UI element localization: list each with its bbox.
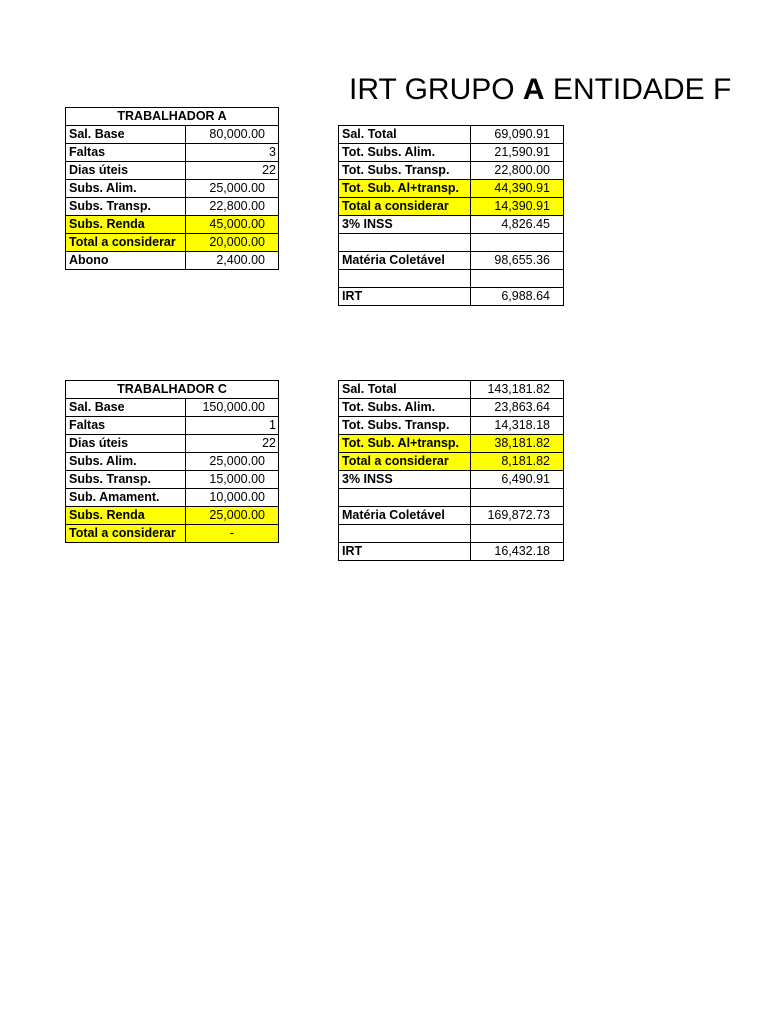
table-row xyxy=(339,525,564,543)
table-row xyxy=(339,216,564,234)
cell-label[interactable]: Total a considerar xyxy=(339,453,471,471)
cell-label[interactable]: Subs. Transp. xyxy=(66,198,186,216)
table-row xyxy=(66,471,279,489)
table-row xyxy=(339,435,564,453)
cell-label[interactable]: Subs. Renda xyxy=(66,507,186,525)
cell-label[interactable]: Faltas xyxy=(66,417,186,435)
cell-value[interactable]: 22 xyxy=(186,162,279,180)
cell-value[interactable]: 6,988.64 xyxy=(471,288,564,306)
cell-label[interactable]: Subs. Renda xyxy=(66,216,186,234)
cell-value[interactable]: 25,000.00 xyxy=(186,453,279,471)
table-row xyxy=(339,399,564,417)
table-row xyxy=(66,435,279,453)
table-row xyxy=(66,489,279,507)
table-row xyxy=(339,417,564,435)
table-row xyxy=(339,489,564,507)
cell-value[interactable]: 22,800.00 xyxy=(471,162,564,180)
cell-value[interactable]: 80,000.00 xyxy=(186,126,279,144)
cell-label[interactable]: Sub. Amament. xyxy=(66,489,186,507)
table-row xyxy=(66,507,279,525)
cell-label[interactable]: IRT xyxy=(339,543,471,561)
cell-value[interactable]: 14,318.18 xyxy=(471,417,564,435)
cell-value[interactable]: 15,000.00 xyxy=(186,471,279,489)
sheet-title xyxy=(349,70,732,110)
cell-value[interactable]: 169,872.73 xyxy=(471,507,564,525)
cell-value[interactable]: 16,432.18 xyxy=(471,543,564,561)
cell-value[interactable]: 25,000.00 xyxy=(186,507,279,525)
table-row xyxy=(339,180,564,198)
table-calculo-a xyxy=(338,125,564,306)
cell-value[interactable]: 4,826.45 xyxy=(471,216,564,234)
table-row xyxy=(339,507,564,525)
table-row xyxy=(66,525,279,543)
cell-value[interactable]: 3 xyxy=(186,144,279,162)
cell-value[interactable]: 2,400.00 xyxy=(186,252,279,270)
cell-value[interactable] xyxy=(471,234,564,252)
cell-value[interactable]: 98,655.36 xyxy=(471,252,564,270)
cell-label[interactable]: Subs. Alim. xyxy=(66,180,186,198)
cell-value[interactable]: 69,090.91 xyxy=(471,126,564,144)
title-bold: A xyxy=(522,73,545,106)
cell-label[interactable]: Total a considerar xyxy=(66,234,186,252)
table-row xyxy=(66,126,279,144)
cell-value[interactable]: 10,000.00 xyxy=(186,489,279,507)
cell-label[interactable] xyxy=(339,270,471,288)
table-row xyxy=(66,216,279,234)
table-row xyxy=(339,453,564,471)
cell-label[interactable]: Tot. Subs. Alim. xyxy=(339,144,471,162)
cell-label[interactable]: Tot. Subs. Transp. xyxy=(339,417,471,435)
cell-value[interactable]: 6,490.91 xyxy=(471,471,564,489)
table-row xyxy=(339,288,564,306)
table-row xyxy=(339,144,564,162)
table-trabalhador-c xyxy=(65,380,279,543)
cell-label[interactable]: Sal. Total xyxy=(339,381,471,399)
table-row xyxy=(339,543,564,561)
cell-label[interactable]: Matéria Coletável xyxy=(339,252,471,270)
cell-label[interactable]: Total a considerar xyxy=(339,198,471,216)
title-suffix: ENTIDADE F xyxy=(544,73,732,106)
cell-value[interactable]: 20,000.00 xyxy=(186,234,279,252)
cell-value[interactable]: 38,181.82 xyxy=(471,435,564,453)
cell-label[interactable]: Tot. Subs. Alim. xyxy=(339,399,471,417)
table-row xyxy=(339,126,564,144)
table-header: TRABALHADOR A xyxy=(66,108,279,126)
cell-label[interactable]: Matéria Coletável xyxy=(339,507,471,525)
table-row xyxy=(66,399,279,417)
cell-value[interactable]: 23,863.64 xyxy=(471,399,564,417)
cell-value[interactable]: 150,000.00 xyxy=(186,399,279,417)
cell-value[interactable] xyxy=(471,270,564,288)
table-calculo-c xyxy=(338,380,564,561)
table-trabalhador-a xyxy=(65,107,279,270)
cell-label[interactable]: Sal. Base xyxy=(66,126,186,144)
cell-value[interactable]: 45,000.00 xyxy=(186,216,279,234)
table-row xyxy=(66,234,279,252)
cell-value[interactable]: 21,590.91 xyxy=(471,144,564,162)
cell-label[interactable]: Tot. Subs. Transp. xyxy=(339,162,471,180)
cell-value[interactable]: 25,000.00 xyxy=(186,180,279,198)
table-row xyxy=(66,180,279,198)
cell-value[interactable]: 22,800.00 xyxy=(186,198,279,216)
cell-label[interactable]: Subs. Transp. xyxy=(66,471,186,489)
table-row xyxy=(66,144,279,162)
cell-label[interactable] xyxy=(339,234,471,252)
cell-value[interactable] xyxy=(471,489,564,507)
table-row xyxy=(339,471,564,489)
cell-label[interactable]: Total a considerar xyxy=(66,525,186,543)
table-row xyxy=(339,270,564,288)
table-row xyxy=(339,252,564,270)
cell-value[interactable]: 44,390.91 xyxy=(471,180,564,198)
cell-label[interactable]: IRT xyxy=(339,288,471,306)
cell-value[interactable]: 1 xyxy=(186,417,279,435)
cell-label[interactable]: Tot. Sub. Al+transp. xyxy=(339,180,471,198)
cell-label[interactable]: Dias úteis xyxy=(66,435,186,453)
cell-label[interactable]: Tot. Sub. Al+transp. xyxy=(339,435,471,453)
cell-label[interactable]: Faltas xyxy=(66,144,186,162)
cell-value[interactable]: - xyxy=(186,525,279,543)
table-row xyxy=(339,381,564,399)
cell-label[interactable]: Dias úteis xyxy=(66,162,186,180)
table-row xyxy=(339,234,564,252)
cell-label[interactable] xyxy=(339,525,471,543)
cell-value[interactable]: 22 xyxy=(186,435,279,453)
cell-label[interactable]: Sal. Total xyxy=(339,126,471,144)
cell-value[interactable]: 14,390.91 xyxy=(471,198,564,216)
table-row xyxy=(66,162,279,180)
cell-label[interactable]: Subs. Alim. xyxy=(66,453,186,471)
cell-value[interactable]: 8,181.82 xyxy=(471,453,564,471)
table-row xyxy=(66,252,279,270)
cell-value[interactable]: 143,181.82 xyxy=(471,381,564,399)
cell-value[interactable] xyxy=(471,525,564,543)
table-row xyxy=(339,162,564,180)
table-header: TRABALHADOR C xyxy=(66,381,279,399)
cell-label[interactable]: Sal. Base xyxy=(66,399,186,417)
table-row xyxy=(339,198,564,216)
title-prefix: IRT GRUPO xyxy=(349,73,523,106)
table-row xyxy=(66,198,279,216)
table-row xyxy=(66,453,279,471)
table-row xyxy=(66,417,279,435)
cell-label[interactable] xyxy=(339,489,471,507)
cell-label[interactable]: 3% INSS xyxy=(339,471,471,489)
cell-label[interactable]: 3% INSS xyxy=(339,216,471,234)
cell-label[interactable]: Abono xyxy=(66,252,186,270)
